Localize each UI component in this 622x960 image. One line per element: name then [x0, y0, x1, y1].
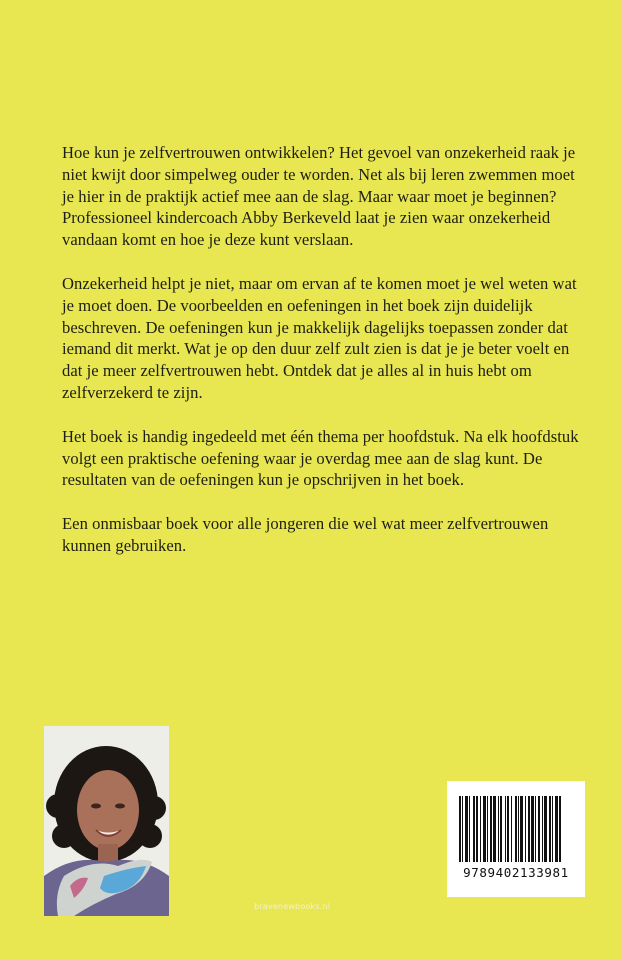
blurb-paragraph-2: Onzekerheid helpt je niet, maar om ervan af te komen moet je wel weten wat je moet doen. De voorbeelden en oefeningen in het boek zijn duidelijk beschreven. De oefeningen kun je makkelijk dagelijks toepassen zonder dat iemand dit merkt. Wat je op den duur zelf zult zien is dat je je beter voelt en dat je meer zelfvertrouwen hebt. Ontdek dat je alles al in huis hebt om zelfverzekerd te zijn. [62, 273, 577, 402]
author-photo [44, 726, 169, 916]
blurb-paragraph-1: Hoe kun je zelfvertrouwen ontwikkelen? Het gevoel van onzekerheid raak je niet kwijt door simpelweg ouder te worden. Net als bij leren zwemmen moet je hier in de praktijk actief mee aan de slag. Maar waar moet je beginnen? Professioneel kindercoach Abby Berkeveld laat je zien waar onzekerheid vandaan komt en hoe je deze kunt verslaan. [62, 143, 576, 250]
isbn-barcode [447, 781, 585, 897]
author-portrait-icon [44, 726, 169, 916]
barcode-bars-icon [459, 796, 573, 862]
publisher-url: bravenewbooks.nl [254, 902, 331, 911]
blurb-paragraph-3: Het boek is handig ingedeeld met één thema per hoofdstuk. Na elk hoofdstuk volgt een praktische oefening waar je overdag mee aan de slag kunt. De resultaten van de oefeningen kun je opschrijven in het boek. [62, 426, 579, 490]
isbn-number: 9789402133981 [463, 865, 569, 880]
blurb-paragraph-4: Een onmisbaar boek voor alle jongeren die wel wat meer zelfvertrouwen kunnen gebruiken. [62, 514, 549, 555]
back-cover-blurb [62, 142, 582, 579]
